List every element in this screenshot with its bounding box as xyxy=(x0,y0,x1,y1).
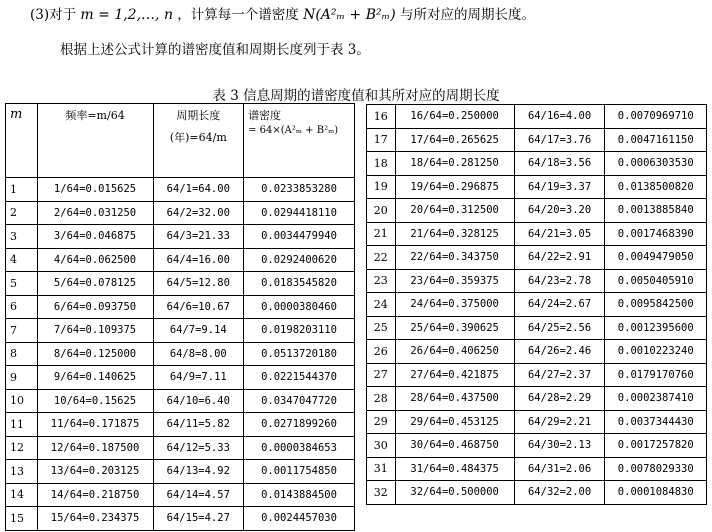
header-period-line1: 周期长度 xyxy=(176,109,221,122)
cell-m: 17 xyxy=(367,128,396,152)
cell-freq: 29/64=0.453125 xyxy=(395,410,514,434)
cell-density: 0.0198203110 xyxy=(244,319,355,343)
cell-density: 0.0183545820 xyxy=(244,272,355,296)
table-row xyxy=(6,342,355,366)
table-header-row xyxy=(6,104,355,178)
cell-density: 0.0002387410 xyxy=(605,387,707,411)
cell-period: 64/15=4.27 xyxy=(153,507,244,531)
cell-freq: 16/64=0.250000 xyxy=(395,105,514,129)
cell-freq: 24/64=0.375000 xyxy=(395,293,514,317)
cell-density: 0.0037344430 xyxy=(605,410,707,434)
cell-freq: 23/64=0.359375 xyxy=(395,269,514,293)
cell-period: 64/4=16.00 xyxy=(153,248,244,272)
cell-density: 0.0049479050 xyxy=(605,246,707,270)
cell-freq: 17/64=0.265625 xyxy=(395,128,514,152)
cell-density: 0.0138500820 xyxy=(605,175,707,199)
cell-m: 10 xyxy=(6,389,38,413)
cell-period: 64/9=7.11 xyxy=(153,366,244,390)
cell-period: 64/5=12.80 xyxy=(153,272,244,296)
cell-density: 0.0050405910 xyxy=(605,269,707,293)
intro-suffix: 与所对应的周期长度。 xyxy=(399,7,535,23)
header-m: m xyxy=(6,104,38,178)
cell-period: 64/26=2.46 xyxy=(514,340,605,364)
table-row xyxy=(367,222,707,246)
cell-period: 64/17=3.76 xyxy=(514,128,605,152)
cell-period: 64/12=5.33 xyxy=(153,436,244,460)
cell-period: 64/7=9.14 xyxy=(153,319,244,343)
header-period-line2: (年)=64/m xyxy=(169,131,227,144)
cell-density: 0.0013885840 xyxy=(605,199,707,223)
cell-m: 9 xyxy=(6,366,38,390)
cell-m: 18 xyxy=(367,152,396,176)
table-row xyxy=(6,483,355,507)
cell-period: 64/18=3.56 xyxy=(514,152,605,176)
cell-period: 64/1=64.00 xyxy=(153,178,244,202)
cell-density: 0.0012395600 xyxy=(605,316,707,340)
cell-density: 0.0017257820 xyxy=(605,434,707,458)
table-row xyxy=(367,387,707,411)
header-density xyxy=(244,104,355,178)
cell-freq: 13/64=0.203125 xyxy=(37,460,153,484)
table-row xyxy=(367,340,707,364)
cell-period: 64/11=5.82 xyxy=(153,413,244,437)
cell-freq: 11/64=0.171875 xyxy=(37,413,153,437)
cell-density: 0.0024457030 xyxy=(244,507,355,531)
cell-density: 0.0179170760 xyxy=(605,363,707,387)
cell-m: 31 xyxy=(367,457,396,481)
table-right xyxy=(366,104,707,505)
cell-m: 20 xyxy=(367,199,396,223)
cell-m: 26 xyxy=(367,340,396,364)
cell-m: 21 xyxy=(367,222,396,246)
cell-m: 7 xyxy=(6,319,38,343)
table-row xyxy=(6,178,355,202)
cell-density: 0.0095842500 xyxy=(605,293,707,317)
cell-period: 64/22=2.91 xyxy=(514,246,605,270)
cell-period: 64/16=4.00 xyxy=(514,105,605,129)
cell-freq: 7/64=0.109375 xyxy=(37,319,153,343)
cell-freq: 22/64=0.343750 xyxy=(395,246,514,270)
cell-density: 0.0006303530 xyxy=(605,152,707,176)
cell-density: 0.0233853280 xyxy=(244,178,355,202)
cell-density: 0.0034479940 xyxy=(244,225,355,249)
cell-period: 64/20=3.20 xyxy=(514,199,605,223)
cell-period: 64/27=2.37 xyxy=(514,363,605,387)
cell-density: 0.0292400620 xyxy=(244,248,355,272)
table-row xyxy=(367,246,707,270)
table-row xyxy=(367,293,707,317)
cell-density: 0.0078029330 xyxy=(605,457,707,481)
cell-period: 64/25=2.56 xyxy=(514,316,605,340)
cell-freq: 30/64=0.468750 xyxy=(395,434,514,458)
cell-m: 27 xyxy=(367,363,396,387)
cell-m: 23 xyxy=(367,269,396,293)
table-row xyxy=(6,507,355,531)
cell-period: 64/8=8.00 xyxy=(153,342,244,366)
cell-freq: 15/64=0.234375 xyxy=(37,507,153,531)
cell-density: 0.0271899260 xyxy=(244,413,355,437)
table-caption: 表 3 信息周期的谱密度值和其所对应的周期长度 xyxy=(212,88,500,104)
cell-freq: 6/64=0.093750 xyxy=(37,295,153,319)
cell-m: 8 xyxy=(6,342,38,366)
cell-freq: 14/64=0.218750 xyxy=(37,483,153,507)
table-row xyxy=(6,413,355,437)
table-row xyxy=(6,201,355,225)
cell-m: 12 xyxy=(6,436,38,460)
cell-freq: 2/64=0.031250 xyxy=(37,201,153,225)
cell-m: 14 xyxy=(6,483,38,507)
cell-m: 1 xyxy=(6,178,38,202)
cell-freq: 10/64=0.15625 xyxy=(37,389,153,413)
intro-paragraph xyxy=(30,3,535,23)
cell-period: 64/3=21.33 xyxy=(153,225,244,249)
cell-freq: 9/64=0.140625 xyxy=(37,366,153,390)
table-row xyxy=(6,272,355,296)
table-row xyxy=(6,460,355,484)
header-frequency: 频率=m/64 xyxy=(37,104,153,178)
cell-m: 25 xyxy=(367,316,396,340)
cell-freq: 8/64=0.125000 xyxy=(37,342,153,366)
intro-prefix: (3)对于 xyxy=(30,7,77,23)
cell-freq: 18/64=0.281250 xyxy=(395,152,514,176)
cell-freq: 32/64=0.500000 xyxy=(395,481,514,505)
header-density-line1: 谱密度 xyxy=(248,109,282,122)
table-row xyxy=(6,319,355,343)
table-left xyxy=(5,103,355,531)
cell-period: 64/32=2.00 xyxy=(514,481,605,505)
cell-m: 13 xyxy=(6,460,38,484)
table-row xyxy=(6,225,355,249)
table-row xyxy=(367,434,707,458)
cell-period: 64/30=2.13 xyxy=(514,434,605,458)
cell-m: 19 xyxy=(367,175,396,199)
table-row xyxy=(367,316,707,340)
cell-freq: 4/64=0.062500 xyxy=(37,248,153,272)
cell-m: 28 xyxy=(367,387,396,411)
table-row xyxy=(6,436,355,460)
cell-m: 3 xyxy=(6,225,38,249)
cell-m: 15 xyxy=(6,507,38,531)
cell-freq: 1/64=0.015625 xyxy=(37,178,153,202)
cell-density: 0.0143884500 xyxy=(244,483,355,507)
table-row xyxy=(367,457,707,481)
cell-density: 0.0070969710 xyxy=(605,105,707,129)
cell-density: 0.0294418110 xyxy=(244,201,355,225)
cell-freq: 27/64=0.421875 xyxy=(395,363,514,387)
table-row xyxy=(6,389,355,413)
intro-math-n: N(A²ₘ + B²ₘ) xyxy=(303,7,396,23)
table-row xyxy=(6,366,355,390)
cell-freq: 21/64=0.328125 xyxy=(395,222,514,246)
intro-math-m: m = 1,2,…, n xyxy=(80,7,173,23)
cell-period: 64/14=4.57 xyxy=(153,483,244,507)
table-row xyxy=(367,175,707,199)
cell-freq: 3/64=0.046875 xyxy=(37,225,153,249)
cell-period: 64/2=32.00 xyxy=(153,201,244,225)
cell-freq: 26/64=0.406250 xyxy=(395,340,514,364)
cell-density: 0.0047161150 xyxy=(605,128,707,152)
table-row xyxy=(367,152,707,176)
cell-m: 16 xyxy=(367,105,396,129)
cell-density: 0.0513720180 xyxy=(244,342,355,366)
cell-period: 64/6=10.67 xyxy=(153,295,244,319)
table-row xyxy=(367,199,707,223)
cell-m: 22 xyxy=(367,246,396,270)
cell-m: 6 xyxy=(6,295,38,319)
cell-freq: 19/64=0.296875 xyxy=(395,175,514,199)
cell-freq: 12/64=0.187500 xyxy=(37,436,153,460)
cell-density: 0.0011754850 xyxy=(244,460,355,484)
cell-density: 0.0017468390 xyxy=(605,222,707,246)
table-row xyxy=(367,481,707,505)
cell-density: 0.0010223240 xyxy=(605,340,707,364)
cell-freq: 31/64=0.484375 xyxy=(395,457,514,481)
cell-freq: 5/64=0.078125 xyxy=(37,272,153,296)
cell-period: 64/24=2.67 xyxy=(514,293,605,317)
table-row xyxy=(367,363,707,387)
table-row xyxy=(367,128,707,152)
cell-m: 11 xyxy=(6,413,38,437)
cell-m: 24 xyxy=(367,293,396,317)
header-period xyxy=(153,104,244,178)
cell-freq: 25/64=0.390625 xyxy=(395,316,514,340)
cell-period: 64/23=2.78 xyxy=(514,269,605,293)
cell-period: 64/19=3.37 xyxy=(514,175,605,199)
cell-period: 64/31=2.06 xyxy=(514,457,605,481)
table-row xyxy=(367,269,707,293)
cell-period: 64/29=2.21 xyxy=(514,410,605,434)
table-row xyxy=(367,105,707,129)
cell-period: 64/10=6.40 xyxy=(153,389,244,413)
table-row xyxy=(6,295,355,319)
cell-period: 64/28=2.29 xyxy=(514,387,605,411)
cell-period: 64/21=3.05 xyxy=(514,222,605,246)
cell-density: 0.0001084830 xyxy=(605,481,707,505)
cell-m: 30 xyxy=(367,434,396,458)
cell-density: 0.0000384653 xyxy=(244,436,355,460)
table-row xyxy=(6,248,355,272)
cell-freq: 28/64=0.437500 xyxy=(395,387,514,411)
table-row xyxy=(367,410,707,434)
cell-m: 4 xyxy=(6,248,38,272)
cell-density: 0.0221544370 xyxy=(244,366,355,390)
cell-m: 32 xyxy=(367,481,396,505)
cell-period: 64/13=4.92 xyxy=(153,460,244,484)
cell-freq: 20/64=0.312500 xyxy=(395,199,514,223)
results-paragraph: 根据上述公式计算的谱密度值和周期长度列于表 3。 xyxy=(60,42,370,58)
cell-m: 5 xyxy=(6,272,38,296)
cell-m: 2 xyxy=(6,201,38,225)
cell-density: 0.0000380460 xyxy=(244,295,355,319)
header-density-line2: = 64×(A²ₘ + B²ₘ) xyxy=(248,125,339,136)
intro-mid: ，计算每一个谱密度 xyxy=(177,7,299,23)
cell-m: 29 xyxy=(367,410,396,434)
cell-density: 0.0347047720 xyxy=(244,389,355,413)
